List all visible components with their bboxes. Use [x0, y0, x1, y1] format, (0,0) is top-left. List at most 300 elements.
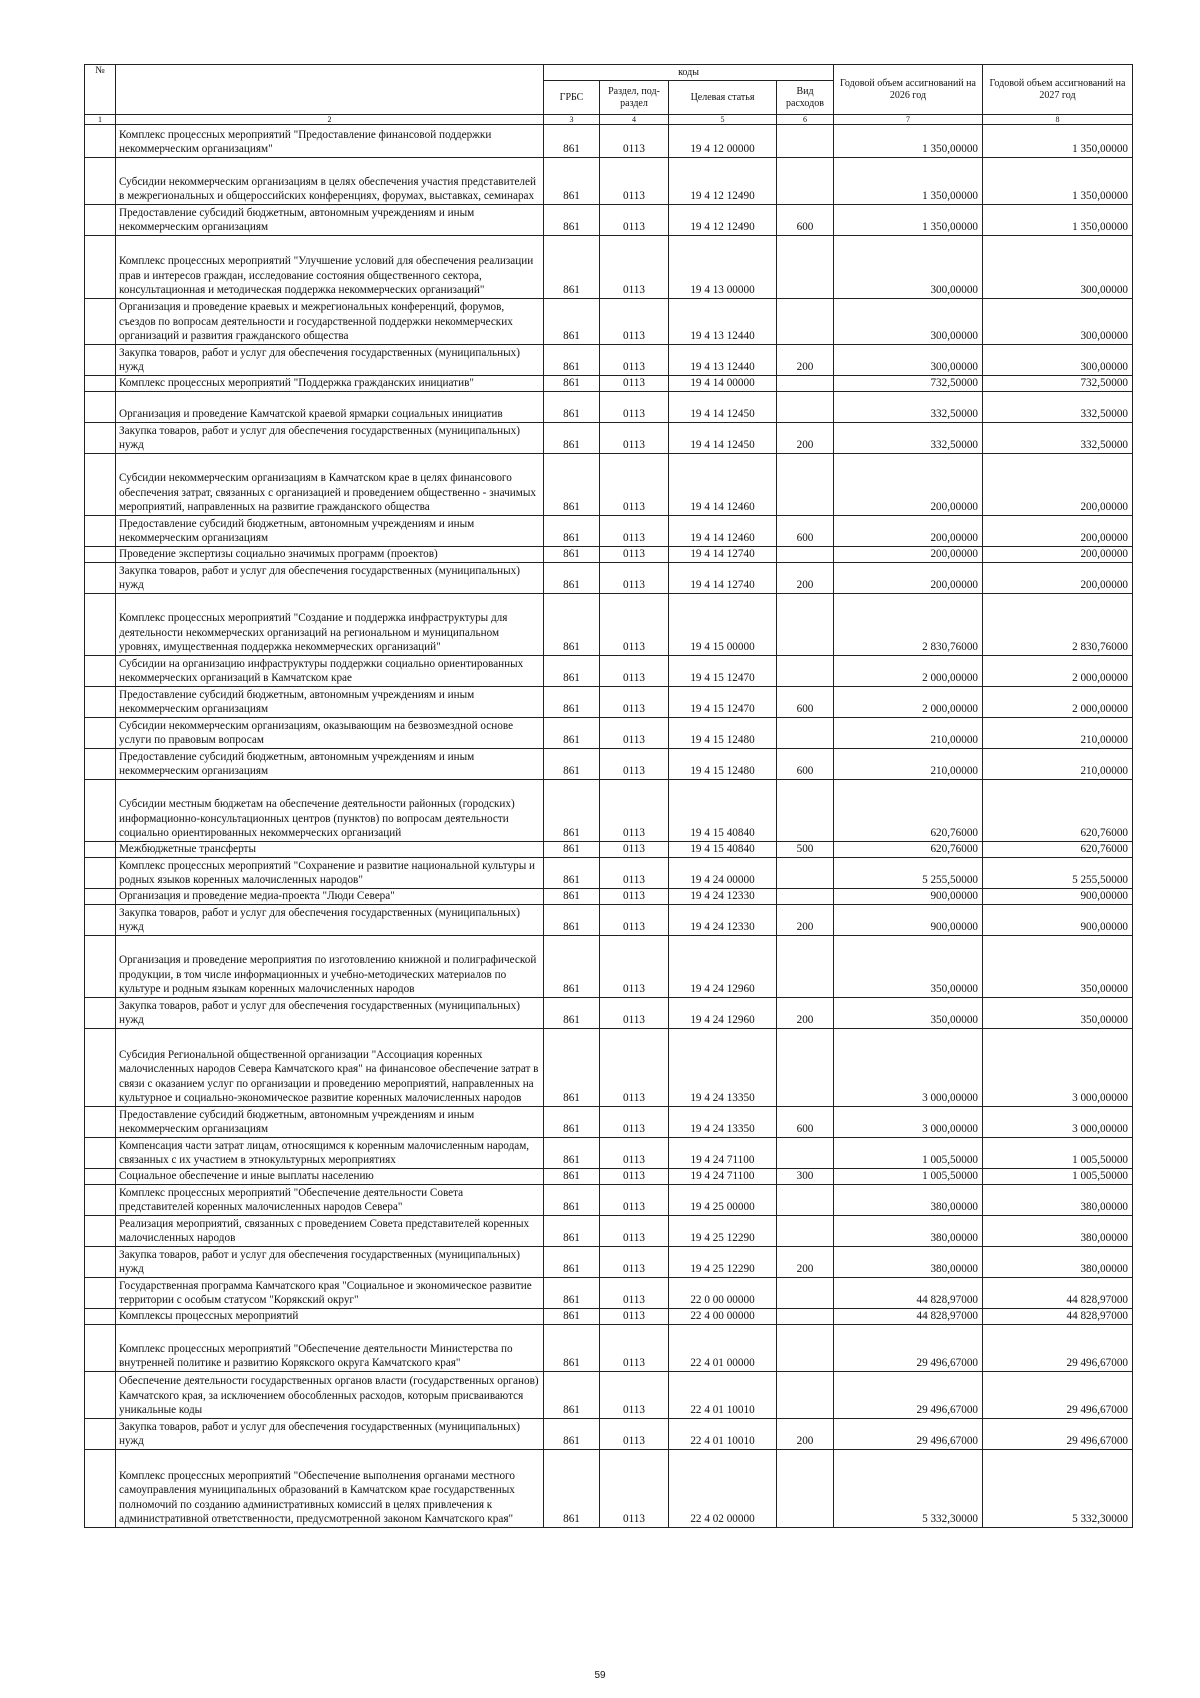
row-number — [85, 345, 116, 376]
table-row — [85, 1419, 1133, 1450]
row-razdel: 0113 — [600, 905, 669, 936]
row-number — [85, 858, 116, 889]
row-grbs: 861 — [544, 998, 600, 1029]
row-vid — [777, 299, 834, 345]
row-name: Комплекс процессных мероприятий "Обеспечение деятельности Министерства по внутренней политике и развитию Корякского округа Камчатского края" — [116, 1325, 544, 1372]
row-number — [85, 1450, 116, 1528]
budget-table — [84, 64, 1133, 1528]
row-vol-2027: 29 496,67000 — [983, 1419, 1133, 1450]
row-celevaya: 22 4 02 00000 — [669, 1450, 777, 1528]
row-vol-2026: 200,00000 — [834, 516, 983, 547]
row-vol-2026: 300,00000 — [834, 299, 983, 345]
row-razdel: 0113 — [600, 936, 669, 998]
row-vol-2027: 380,00000 — [983, 1216, 1133, 1247]
row-vid — [777, 1372, 834, 1419]
row-name: Комплекс процессных мероприятий "Поддержка гражданских инициатив" — [116, 376, 544, 392]
row-vol-2026: 350,00000 — [834, 998, 983, 1029]
row-vol-2027: 350,00000 — [983, 998, 1133, 1029]
row-grbs: 861 — [544, 563, 600, 594]
row-vol-2027: 300,00000 — [983, 299, 1133, 345]
row-razdel: 0113 — [600, 1450, 669, 1528]
row-vol-2027: 3 000,00000 — [983, 1107, 1133, 1138]
row-number — [85, 1325, 116, 1372]
row-name: Государственная программа Камчатского края "Социальное и экономическое развитие территории с особым статусом "Корякский округ" — [116, 1278, 544, 1309]
row-vol-2026: 200,00000 — [834, 547, 983, 563]
page-number: 59 — [594, 1670, 606, 1681]
row-vol-2027: 332,50000 — [983, 423, 1133, 454]
row-name: Закупка товаров, работ и услуг для обеспечения государственных (муниципальных) нужд — [116, 423, 544, 454]
row-vid — [777, 1278, 834, 1309]
row-number — [85, 1107, 116, 1138]
row-vol-2027: 210,00000 — [983, 718, 1133, 749]
row-name: Предоставление субсидий бюджетным, автономным учреждениям и иным некоммерческим организациям — [116, 205, 544, 236]
row-name: Закупка товаров, работ и услуг для обеспечения государственных (муниципальных) нужд — [116, 345, 544, 376]
row-number — [85, 1278, 116, 1309]
row-grbs: 861 — [544, 1185, 600, 1216]
row-vol-2027: 900,00000 — [983, 889, 1133, 905]
row-razdel: 0113 — [600, 998, 669, 1029]
row-celevaya: 19 4 15 12480 — [669, 749, 777, 780]
row-razdel: 0113 — [600, 1419, 669, 1450]
row-razdel: 0113 — [600, 158, 669, 205]
row-celevaya: 19 4 15 40840 — [669, 780, 777, 842]
index-cell: 1 — [85, 115, 116, 125]
table-row — [85, 392, 1133, 423]
table-row — [85, 205, 1133, 236]
header-celevaya: Целевая статья — [669, 81, 777, 115]
header-grbs: ГРБС — [544, 81, 600, 115]
row-vol-2027: 620,76000 — [983, 842, 1133, 858]
row-vol-2026: 900,00000 — [834, 905, 983, 936]
row-razdel: 0113 — [600, 780, 669, 842]
row-grbs: 861 — [544, 236, 600, 299]
table-row — [85, 345, 1133, 376]
row-vol-2026: 44 828,97000 — [834, 1278, 983, 1309]
row-name: Предоставление субсидий бюджетным, автономным учреждениям и иным некоммерческим организациям — [116, 687, 544, 718]
row-grbs: 861 — [544, 889, 600, 905]
row-number — [85, 392, 116, 423]
row-celevaya: 19 4 24 71100 — [669, 1138, 777, 1169]
row-celevaya: 19 4 24 13350 — [669, 1029, 777, 1107]
row-vol-2026: 1 350,00000 — [834, 205, 983, 236]
row-celevaya: 19 4 13 12440 — [669, 299, 777, 345]
row-vol-2027: 200,00000 — [983, 516, 1133, 547]
row-grbs: 861 — [544, 125, 600, 158]
row-name: Субсидии местным бюджетам на обеспечение деятельности районных (городских) информационно-консультационных центров (пунктов) по вопросам деятельности социально ориентированных некоммерческих организаций — [116, 780, 544, 842]
row-vid — [777, 125, 834, 158]
row-number — [85, 594, 116, 656]
row-vol-2026: 332,50000 — [834, 423, 983, 454]
row-name: Комплексы процессных мероприятий — [116, 1309, 544, 1325]
row-vid — [777, 936, 834, 998]
row-number — [85, 842, 116, 858]
row-grbs: 861 — [544, 1450, 600, 1528]
table-row — [85, 858, 1133, 889]
row-vol-2027: 1 350,00000 — [983, 205, 1133, 236]
row-grbs: 861 — [544, 594, 600, 656]
row-celevaya: 22 0 00 00000 — [669, 1278, 777, 1309]
row-vol-2026: 300,00000 — [834, 345, 983, 376]
row-vid — [777, 889, 834, 905]
row-grbs: 861 — [544, 1278, 600, 1309]
row-grbs: 861 — [544, 858, 600, 889]
row-vol-2026: 3 000,00000 — [834, 1029, 983, 1107]
row-razdel: 0113 — [600, 842, 669, 858]
row-vid: 300 — [777, 1169, 834, 1185]
row-vol-2026: 1 350,00000 — [834, 125, 983, 158]
row-celevaya: 19 4 14 12740 — [669, 547, 777, 563]
row-name: Субсидии на организацию инфраструктуры поддержки социально ориентированных некоммерческих организаций в Камчатском крае — [116, 656, 544, 687]
row-vol-2027: 5 332,30000 — [983, 1450, 1133, 1528]
row-razdel: 0113 — [600, 1169, 669, 1185]
table-row — [85, 889, 1133, 905]
table-row — [85, 547, 1133, 563]
row-number — [85, 780, 116, 842]
row-celevaya: 19 4 14 00000 — [669, 376, 777, 392]
row-celevaya: 19 4 14 12460 — [669, 516, 777, 547]
row-razdel: 0113 — [600, 749, 669, 780]
row-number — [85, 236, 116, 299]
row-vol-2027: 2 000,00000 — [983, 656, 1133, 687]
row-celevaya: 19 4 12 12490 — [669, 205, 777, 236]
table-row — [85, 1309, 1133, 1325]
row-grbs: 861 — [544, 516, 600, 547]
row-razdel: 0113 — [600, 376, 669, 392]
row-celevaya: 19 4 24 00000 — [669, 858, 777, 889]
header-razdel: Раздел, под-раздел — [600, 81, 669, 115]
row-celevaya: 19 4 13 12440 — [669, 345, 777, 376]
table-row — [85, 1138, 1133, 1169]
row-name: Проведение экспертизы социально значимых программ (проектов) — [116, 547, 544, 563]
row-vol-2027: 200,00000 — [983, 454, 1133, 516]
row-razdel: 0113 — [600, 1278, 669, 1309]
table-row — [85, 594, 1133, 656]
row-celevaya: 22 4 01 10010 — [669, 1419, 777, 1450]
row-vol-2026: 2 830,76000 — [834, 594, 983, 656]
row-razdel: 0113 — [600, 687, 669, 718]
row-name: Закупка товаров, работ и услуг для обеспечения государственных (муниципальных) нужд — [116, 1247, 544, 1278]
row-celevaya: 19 4 24 71100 — [669, 1169, 777, 1185]
row-celevaya: 22 4 01 00000 — [669, 1325, 777, 1372]
row-number — [85, 125, 116, 158]
row-grbs: 861 — [544, 842, 600, 858]
row-celevaya: 19 4 25 00000 — [669, 1185, 777, 1216]
row-grbs: 861 — [544, 1372, 600, 1419]
table-row — [85, 1185, 1133, 1216]
row-vol-2026: 5 332,30000 — [834, 1450, 983, 1528]
row-celevaya: 19 4 24 12330 — [669, 889, 777, 905]
row-celevaya: 19 4 15 12470 — [669, 656, 777, 687]
header-vid: Вид расходов — [777, 81, 834, 115]
row-vol-2026: 5 255,50000 — [834, 858, 983, 889]
row-razdel: 0113 — [600, 1185, 669, 1216]
row-grbs: 861 — [544, 158, 600, 205]
row-number — [85, 1029, 116, 1107]
row-vol-2027: 350,00000 — [983, 936, 1133, 998]
table-row — [85, 905, 1133, 936]
row-celevaya: 19 4 15 40840 — [669, 842, 777, 858]
row-celevaya: 19 4 24 12960 — [669, 998, 777, 1029]
row-vol-2027: 332,50000 — [983, 392, 1133, 423]
row-celevaya: 19 4 25 12290 — [669, 1216, 777, 1247]
row-vid — [777, 236, 834, 299]
row-vid: 600 — [777, 516, 834, 547]
table-row — [85, 1107, 1133, 1138]
row-name: Комплекс процессных мероприятий "Сохранение и развитие национальной культуры и родных языков коренных малочисленных народов" — [116, 858, 544, 889]
row-vol-2026: 1 350,00000 — [834, 158, 983, 205]
row-vid — [777, 1450, 834, 1528]
row-number — [85, 376, 116, 392]
row-grbs: 861 — [544, 1216, 600, 1247]
row-vid: 200 — [777, 1247, 834, 1278]
row-number — [85, 423, 116, 454]
row-number — [85, 1419, 116, 1450]
row-name: Организация и проведение мероприятия по изготовлению книжной и полиграфической продукции, в том числе информационных и учебно-методических материалов по культуре и родным языкам коренных малочисленных народов — [116, 936, 544, 998]
row-vid: 600 — [777, 749, 834, 780]
row-celevaya: 19 4 15 12470 — [669, 687, 777, 718]
row-name: Закупка товаров, работ и услуг для обеспечения государственных (муниципальных) нужд — [116, 563, 544, 594]
row-razdel: 0113 — [600, 1107, 669, 1138]
table-row — [85, 125, 1133, 158]
row-razdel: 0113 — [600, 656, 669, 687]
header-name — [116, 65, 544, 115]
row-vol-2027: 44 828,97000 — [983, 1309, 1133, 1325]
row-grbs: 861 — [544, 1029, 600, 1107]
table-row — [85, 236, 1133, 299]
row-vol-2026: 300,00000 — [834, 236, 983, 299]
row-grbs: 861 — [544, 205, 600, 236]
row-grbs: 861 — [544, 423, 600, 454]
row-celevaya: 19 4 14 12450 — [669, 423, 777, 454]
row-vid: 200 — [777, 905, 834, 936]
row-celevaya: 19 4 12 00000 — [669, 125, 777, 158]
row-number — [85, 516, 116, 547]
row-celevaya: 19 4 14 12740 — [669, 563, 777, 594]
row-vol-2027: 3 000,00000 — [983, 1029, 1133, 1107]
table-row — [85, 299, 1133, 345]
index-cell: 3 — [544, 115, 600, 125]
row-name: Субсидии некоммерческим организациям в целях обеспечения участия представителей в межрегиональных и общероссийских конференциях, форумах, выставках, семинарах — [116, 158, 544, 205]
row-vid: 200 — [777, 563, 834, 594]
row-vol-2026: 200,00000 — [834, 454, 983, 516]
table-row — [85, 1029, 1133, 1107]
row-vol-2026: 2 000,00000 — [834, 687, 983, 718]
row-grbs: 861 — [544, 547, 600, 563]
table-row — [85, 687, 1133, 718]
row-celevaya: 19 4 24 12330 — [669, 905, 777, 936]
row-razdel: 0113 — [600, 1138, 669, 1169]
row-name: Организация и проведение Камчатской краевой ярмарки социальных инициатив — [116, 392, 544, 423]
row-grbs: 861 — [544, 1309, 600, 1325]
row-vid: 600 — [777, 205, 834, 236]
row-vol-2026: 332,50000 — [834, 392, 983, 423]
row-vol-2027: 300,00000 — [983, 236, 1133, 299]
row-vid — [777, 547, 834, 563]
table-row — [85, 749, 1133, 780]
row-vid — [777, 594, 834, 656]
header-num: № — [85, 65, 116, 115]
row-razdel: 0113 — [600, 1216, 669, 1247]
row-name: Комплекс процессных мероприятий "Предоставление финансовой поддержки некоммерческим организациям" — [116, 125, 544, 158]
row-grbs: 861 — [544, 345, 600, 376]
header-vol-2026: Годовой объем ассигнований на 2026 год — [834, 65, 983, 115]
table-row — [85, 516, 1133, 547]
row-celevaya: 19 4 24 12960 — [669, 936, 777, 998]
row-number — [85, 687, 116, 718]
row-vid: 200 — [777, 1419, 834, 1450]
row-grbs: 861 — [544, 656, 600, 687]
row-vol-2026: 1 005,50000 — [834, 1138, 983, 1169]
row-vol-2026: 29 496,67000 — [834, 1419, 983, 1450]
row-grbs: 861 — [544, 1107, 600, 1138]
row-grbs: 861 — [544, 1325, 600, 1372]
row-name: Реализация мероприятий, связанных с проведением Совета представителей коренных малочисленных народов — [116, 1216, 544, 1247]
row-vol-2027: 2 000,00000 — [983, 687, 1133, 718]
row-grbs: 861 — [544, 718, 600, 749]
row-grbs: 861 — [544, 780, 600, 842]
row-vol-2027: 210,00000 — [983, 749, 1133, 780]
row-razdel: 0113 — [600, 299, 669, 345]
row-vol-2027: 620,76000 — [983, 780, 1133, 842]
row-grbs: 861 — [544, 687, 600, 718]
row-razdel: 0113 — [600, 125, 669, 158]
row-number — [85, 718, 116, 749]
row-grbs: 861 — [544, 905, 600, 936]
row-name: Субсидии некоммерческим организациям, оказывающим на безвозмездной основе услуги по правовым вопросам — [116, 718, 544, 749]
index-cell: 8 — [983, 115, 1133, 125]
row-vid — [777, 1309, 834, 1325]
row-vid — [777, 158, 834, 205]
row-razdel: 0113 — [600, 205, 669, 236]
row-name: Организация и проведение медиа-проекта "Люди Севера" — [116, 889, 544, 905]
row-number — [85, 1309, 116, 1325]
table-row — [85, 936, 1133, 998]
row-vol-2027: 200,00000 — [983, 547, 1133, 563]
row-grbs: 861 — [544, 299, 600, 345]
row-vid — [777, 1185, 834, 1216]
row-vol-2026: 620,76000 — [834, 842, 983, 858]
index-cell: 7 — [834, 115, 983, 125]
row-number — [85, 1138, 116, 1169]
row-number — [85, 936, 116, 998]
table-row — [85, 454, 1133, 516]
row-name: Комплекс процессных мероприятий "Улучшение условий для обеспечения реализации прав и интересов граждан, исследование состояния общественного сектора, консультационная и методическая поддержка некоммерческих организаций" — [116, 236, 544, 299]
row-razdel: 0113 — [600, 392, 669, 423]
row-vid: 200 — [777, 423, 834, 454]
row-grbs: 861 — [544, 1138, 600, 1169]
row-vol-2026: 732,50000 — [834, 376, 983, 392]
row-vol-2026: 2 000,00000 — [834, 656, 983, 687]
table-row — [85, 423, 1133, 454]
row-name: Межбюджетные трансферты — [116, 842, 544, 858]
table-row — [85, 656, 1133, 687]
row-grbs: 861 — [544, 376, 600, 392]
row-razdel: 0113 — [600, 594, 669, 656]
row-razdel: 0113 — [600, 889, 669, 905]
row-name: Закупка товаров, работ и услуг для обеспечения государственных (муниципальных) нужд — [116, 998, 544, 1029]
row-celevaya: 19 4 15 12480 — [669, 718, 777, 749]
index-cell: 5 — [669, 115, 777, 125]
header-vol-2027: Годовой объем ассигнований на 2027 год — [983, 65, 1133, 115]
row-grbs: 861 — [544, 1169, 600, 1185]
row-celevaya: 19 4 12 12490 — [669, 158, 777, 205]
row-vid: 600 — [777, 687, 834, 718]
row-name: Социальное обеспечение и иные выплаты населению — [116, 1169, 544, 1185]
table-row — [85, 1450, 1133, 1528]
row-number — [85, 299, 116, 345]
row-vol-2026: 29 496,67000 — [834, 1325, 983, 1372]
row-name: Комплекс процессных мероприятий "Создание и поддержка инфраструктуры для деятельности некоммерческих организаций на региональном и муниципальном уровнях, имущественная поддержка некоммерческих организаций" — [116, 594, 544, 656]
row-razdel: 0113 — [600, 423, 669, 454]
row-vol-2026: 900,00000 — [834, 889, 983, 905]
row-vol-2027: 732,50000 — [983, 376, 1133, 392]
row-number — [85, 1372, 116, 1419]
row-number — [85, 158, 116, 205]
row-name: Предоставление субсидий бюджетным, автономным учреждениям и иным некоммерческим организациям — [116, 749, 544, 780]
row-vol-2027: 29 496,67000 — [983, 1325, 1133, 1372]
row-vol-2027: 5 255,50000 — [983, 858, 1133, 889]
table-row — [85, 1216, 1133, 1247]
row-vol-2026: 380,00000 — [834, 1247, 983, 1278]
row-vid — [777, 1216, 834, 1247]
row-number — [85, 998, 116, 1029]
row-razdel: 0113 — [600, 1372, 669, 1419]
table-row — [85, 998, 1133, 1029]
row-number — [85, 1169, 116, 1185]
row-celevaya: 19 4 14 12460 — [669, 454, 777, 516]
row-celevaya: 19 4 13 00000 — [669, 236, 777, 299]
row-name: Предоставление субсидий бюджетным, автономным учреждениям и иным некоммерческим организациям — [116, 516, 544, 547]
row-number — [85, 1185, 116, 1216]
table-row — [85, 842, 1133, 858]
table-row — [85, 1372, 1133, 1419]
row-vol-2027: 300,00000 — [983, 345, 1133, 376]
row-vid: 200 — [777, 998, 834, 1029]
row-vol-2026: 380,00000 — [834, 1185, 983, 1216]
row-vid — [777, 718, 834, 749]
index-cell: 6 — [777, 115, 834, 125]
row-vol-2027: 29 496,67000 — [983, 1372, 1133, 1419]
row-grbs: 861 — [544, 392, 600, 423]
row-name: Компенсация части затрат лицам, относящимся к коренным малочисленным народам, связанных с их участием в этнокультурных мероприятиях — [116, 1138, 544, 1169]
table-row — [85, 563, 1133, 594]
row-grbs: 861 — [544, 749, 600, 780]
row-vid: 500 — [777, 842, 834, 858]
row-name: Закупка товаров, работ и услуг для обеспечения государственных (муниципальных) нужд — [116, 1419, 544, 1450]
row-vol-2027: 1 005,50000 — [983, 1138, 1133, 1169]
table-row — [85, 718, 1133, 749]
row-number — [85, 656, 116, 687]
row-vol-2027: 2 830,76000 — [983, 594, 1133, 656]
row-razdel: 0113 — [600, 516, 669, 547]
row-vid: 200 — [777, 345, 834, 376]
row-razdel: 0113 — [600, 454, 669, 516]
row-vol-2026: 29 496,67000 — [834, 1372, 983, 1419]
row-name: Субсидии некоммерческим организациям в Камчатском крае в целях финансового обеспечения затрат, связанных с организацией и проведением общественно - значимых мероприятий, направленных на развитие гражданского общества — [116, 454, 544, 516]
row-razdel: 0113 — [600, 1325, 669, 1372]
row-vol-2026: 200,00000 — [834, 563, 983, 594]
index-cell: 2 — [116, 115, 544, 125]
row-number — [85, 454, 116, 516]
index-cell: 4 — [600, 115, 669, 125]
row-name: Субсидия Региональной общественной организации "Ассоциация коренных малочисленных народов Севера Камчатского края" на финансовое обеспечение затрат в связи с оказанием услуг по организации и проведению мероприятий, направленных на культурное и социально-экономическое развитие коренных малочисленных народов — [116, 1029, 544, 1107]
table-row — [85, 1325, 1133, 1372]
row-number — [85, 749, 116, 780]
row-razdel: 0113 — [600, 547, 669, 563]
row-vol-2027: 1 350,00000 — [983, 158, 1133, 205]
row-name: Обеспечение деятельности государственных органов власти (государственных органов) Камчатского края, за исключением обособленных расходов, которым присваиваются уникальные коды — [116, 1372, 544, 1419]
row-name: Закупка товаров, работ и услуг для обеспечения государственных (муниципальных) нужд — [116, 905, 544, 936]
